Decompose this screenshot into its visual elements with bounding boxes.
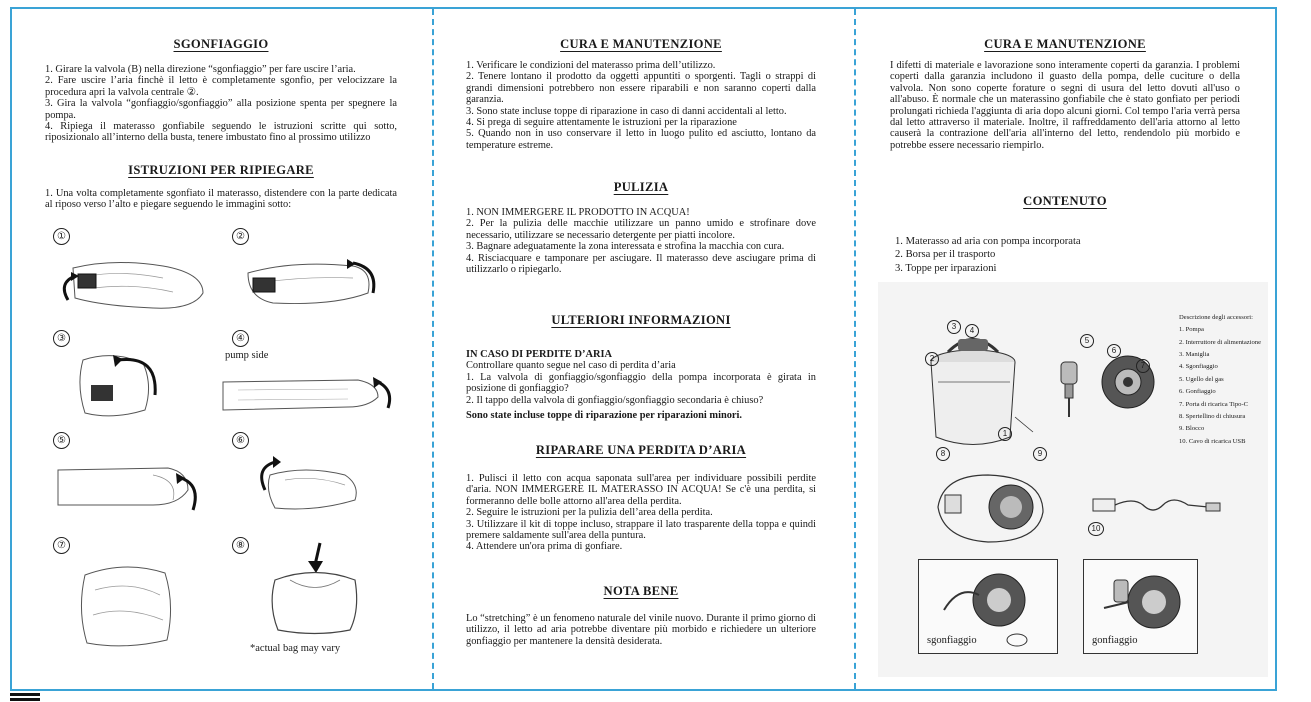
fold-line-2 [854, 9, 856, 689]
list-item: 4. Ripiega il materasso gonfiabile seguendo le istruzioni scritte qui sotto, riposizionalo all’interno della busta, tenere imbustato fino al prossimo utilizzo [45, 121, 397, 144]
cura-list [466, 60, 816, 151]
deflate-box [918, 559, 1058, 654]
bag-note: *actual bag may vary [250, 643, 341, 654]
crop-mark [10, 693, 40, 696]
fold-step-6-illustration [245, 450, 405, 520]
callout: 9 [1033, 447, 1047, 461]
legend-item: 5. Ugello del gas [1179, 375, 1224, 383]
valve-illustration [933, 467, 1053, 547]
fold-step-2-illustration [233, 248, 393, 318]
fold-line-1 [432, 9, 434, 689]
list-item: 1. NON IMMERGERE IL PRODOTTO IN ACQUA! [466, 207, 690, 218]
contenuto-heading: CONTENUTO [1023, 194, 1107, 208]
riparare-list [466, 473, 816, 553]
fold-step-5-illustration [53, 450, 213, 520]
step-number: ⑥ [232, 432, 249, 449]
list-item: 2. Fare uscire l’aria finchè il letto è completamente sgonfio, per velocizzare la procedura apri la valvola centrale ②. [45, 75, 397, 98]
legend-item: 8. Spertellino di chiusura [1179, 412, 1246, 420]
list-item: 2. Borsa per il trasporto [895, 249, 996, 261]
list-item: 3. Utilizzare il kit di toppe incluso, strappare il lato trasparente della toppa e quindi premere saldamente sull'area della puntura. [466, 518, 816, 542]
contenuto-list [895, 235, 1240, 275]
list-item: 2. Tenere lontano il prodotto da oggetti appuntiti o sporgenti. Tagli o strappi di grandi dimensioni potrebbero non essere riparabili e non saranno coperti dalla garanzia. [466, 71, 816, 106]
inflate-caption: gonfiaggio [1092, 635, 1138, 646]
list-item: 1. La valvola di gonfiaggio/sgonfiaggio della pompa incorporata è girata in posizione di gonfiaggio? [466, 371, 816, 395]
fold-step-4-illustration [218, 362, 398, 422]
list-item: 2. Il tappo della valvola di gonfiaggio/sgonfiaggio secondaria è chiuso? [466, 394, 764, 406]
step-number: ② [232, 228, 249, 245]
legend-item: 6. Gonfiaggio [1179, 388, 1216, 396]
accessories-legend [1179, 314, 1269, 450]
accessories-panel [878, 282, 1268, 677]
callout: 1 [998, 427, 1012, 441]
legend-item: 4. Sgonfiaggio [1179, 363, 1218, 371]
callout: 2 [925, 352, 939, 366]
cura-heading: CURA E MANUTENZIONE [560, 37, 722, 51]
inflate-box [1083, 559, 1198, 654]
garanzia-text: I difetti di materiale e lavorazione sono interamente coperti da garanzia. I problemi coperti dalla garanzia includono il guasto della pompa, delle cuciture o della valvola. Non sono coperte forature o segni di usura del letto dovuti all'uso o all'abuso. È normale che un materassino gonfiabile che è stato gonfiato per periodi prolungati richieda l'aggiunta di aria dopo alcuni giorni. Col tempo l'aria verrà persa dal letto attraverso il materiale. Inoltre, il raffreddamento dell'aria attorno al letto causerà la contrazione dell'aria all'interno del letto, rendendolo più morbido e potrebbe essere necessario riempirlo. [890, 60, 1240, 151]
step-number: ① [53, 228, 70, 245]
sgonfiaggio-heading: SGONFIAGGIO [173, 37, 269, 51]
list-item: 1. Verificare le condizioni del materasso prima dell’utilizzo. [466, 60, 716, 71]
list-item: 1. Girare la valvola (B) nella direzione “sgonfiaggio” per fare uscire l’aria. [45, 64, 356, 75]
legend-item: 1. Pompa [1179, 326, 1204, 334]
pulizia-heading: PULIZIA [613, 180, 669, 194]
nota-heading: NOTA BENE [603, 584, 679, 598]
legend-item: 2. Interruttore di alimentazione [1179, 338, 1262, 346]
pulizia-list [466, 207, 816, 275]
info-block [466, 349, 816, 421]
callout: 7 [1136, 359, 1150, 373]
callout: 8 [936, 447, 950, 461]
legend-item: 3. Maniglia [1179, 350, 1210, 358]
pump-side-label: pump side [225, 350, 269, 361]
pump-illustration [918, 307, 1048, 457]
legend-item: 7. Porta di ricarica Tipo-C [1179, 400, 1249, 408]
list-item: 4. Attendere un'ora prima di gonfiare. [466, 541, 623, 553]
deflate-caption: sgonfiaggio [927, 635, 977, 646]
crop-mark [10, 698, 40, 701]
list-item: 2. Per la pulizia delle macchie utilizzare un panno umido e strofinare dove necessario, utilizzare se necessario detergente per piatti incolore. [466, 218, 816, 241]
callout: 5 [1080, 334, 1094, 348]
ripiegare-text: 1. Una volta completamente sgonfiato il materasso, distendere con la parte dedicata al riposo verso l’alto e piegare seguendo le immagini sotto: [45, 188, 397, 211]
callout: 3 [947, 320, 961, 334]
list-item: 1. Pulisci il letto con acqua saponata sull'area per individuare possibili perdite d'aria. NON IMMERGERE IL MATERASSO IN ACQUA! Se c'è una perdita, si formeranno delle bolle attorno all'area della perdita. [466, 473, 816, 507]
fold-step-1-illustration [53, 248, 213, 318]
list-item: 4. Risciacquare e tamponare per asciugare. Il materasso deve asciugare prima di utilizzarlo o ripiegarlo. [466, 252, 816, 276]
list-item: Controllare quanto segue nel caso di perdita d’aria [466, 360, 676, 372]
list-item: 3. Gira la valvola “gonfiaggio/sgonfiaggio” alla posizione spenta per spegnere la pompa. [45, 98, 397, 121]
legend-item: 10. Cavo di ricarica USB [1179, 437, 1246, 445]
list-item: 2. Seguire le istruzioni per la pulizia dell’area della perdita. [466, 507, 713, 519]
info-heading: ULTERIORI INFORMAZIONI [551, 313, 731, 327]
list-item: 3. Bagnare adeguatamente la zona interessata e strofina la macchia con cura. [466, 241, 785, 253]
callout: 4 [965, 324, 979, 338]
list-item: 5. Quando non in uso conservare il letto in luogo pulito ed asciutto, lontano da temperature estreme. [466, 128, 816, 151]
list-item: 3. Sono state incluse toppe di riparazione in caso di danni accidentali al letto. [466, 105, 787, 117]
step-number: ⑧ [232, 537, 249, 554]
list-item: 3. Toppe per irparazioni [895, 262, 997, 274]
step-number: ③ [53, 330, 70, 347]
riparare-heading: RIPARARE UNA PERDITA D’ARIA [535, 443, 747, 457]
cura-heading: CURA E MANUTENZIONE [984, 37, 1146, 51]
legend-title: Descrizione degli accessori: [1179, 314, 1253, 321]
info-subtitle: IN CASO DI PERDITE D’ARIA [466, 349, 613, 360]
fold-step-7-illustration [75, 555, 185, 655]
legend-item: 9. Blocco [1179, 425, 1205, 433]
list-item: 1. Materasso ad aria con pompa incorporata [895, 236, 1081, 247]
info-bold-note: Sono state incluse toppe di riparazione per riparazioni minori. [466, 410, 743, 422]
step-number: ⑤ [53, 432, 70, 449]
usb-cable-illustration [1088, 487, 1228, 537]
nota-text: Lo “stretching” è un fenomeno naturale del vinile nuovo. Durante il primo giorno di utilizzo, il letto ad aria potrebbe diventare più morbido e richiedere un ulteriore gonfiaggio per mantenere la densità desiderata. [466, 613, 816, 647]
ripiegare-heading: ISTRUZIONI PER RIPIEGARE [128, 163, 314, 177]
callout: 6 [1107, 344, 1121, 358]
step-number: ④ [232, 330, 249, 347]
fold-step-3-illustration [73, 345, 173, 425]
sgonfiaggio-list [45, 64, 397, 144]
callout: 10 [1088, 522, 1104, 536]
step-number: ⑦ [53, 537, 70, 554]
list-item: 4. Si prega di seguire attentamente le istruzioni per la riparazione [466, 117, 737, 129]
fold-step-8-illustration [260, 535, 370, 635]
